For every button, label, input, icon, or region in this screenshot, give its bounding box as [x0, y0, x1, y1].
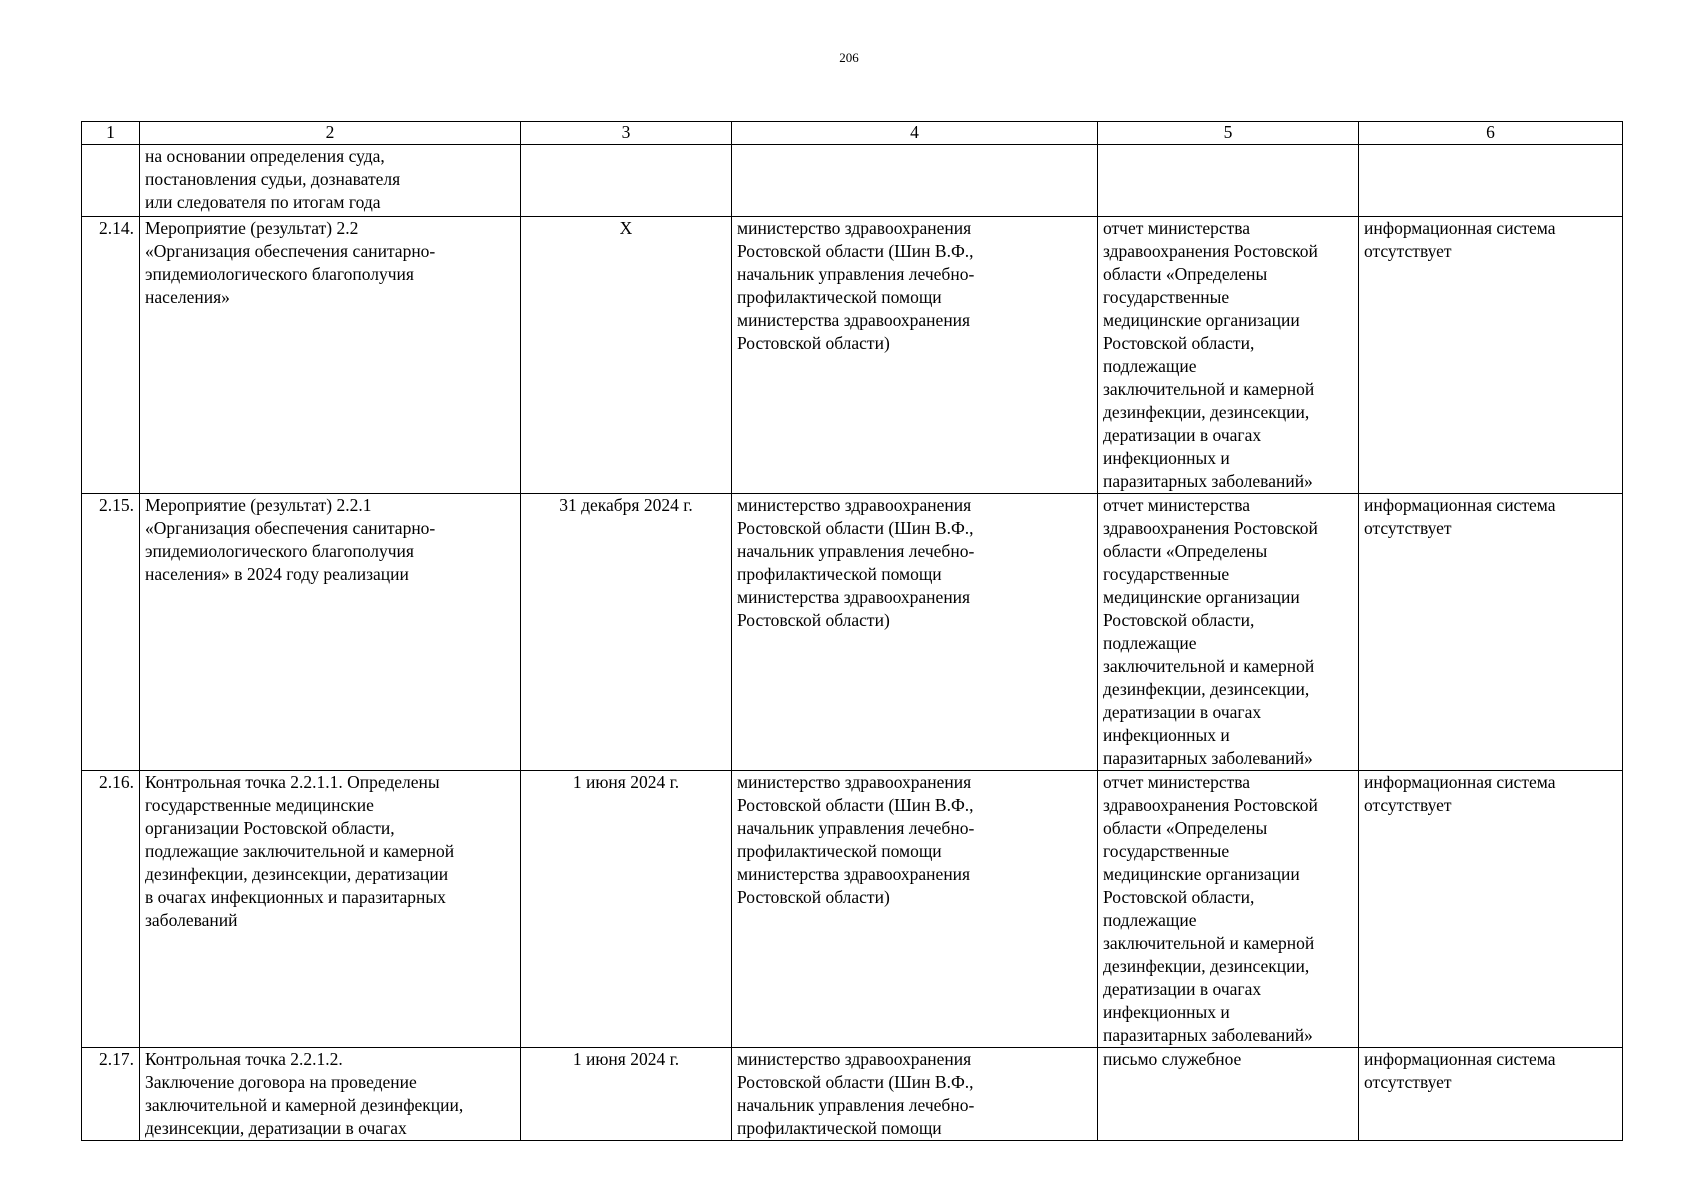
event-name: Контрольная точка 2.2.1.1. Определены государственные медицинские организации Ростовской области, подлежащие заключительной и камерной дезинфекции, дезинсекции, дератизации в очагах инфекционных и паразитарных заболеваний — [140, 771, 521, 1048]
event-name: Мероприятие (результат) 2.2.1 «Организация обеспечения санитарно- эпидемиологического благополучия населения» в 2024 году реализации — [140, 494, 521, 771]
row-number: 2.15. — [82, 494, 140, 771]
table-row — [82, 771, 1623, 1048]
info-system: информационная система отсутствует — [1359, 494, 1623, 771]
deadline-date: X — [521, 217, 732, 494]
event-name: на основании определения суда, постановления судьи, дознавателя или следователя по итогам года — [140, 145, 521, 217]
col-header-4: 4 — [732, 122, 1098, 145]
confirming-document: письмо служебное — [1098, 1048, 1359, 1141]
col-header-1: 1 — [82, 122, 140, 145]
deadline-date: 31 декабря 2024 г. — [521, 494, 732, 771]
table-row — [82, 1048, 1623, 1141]
table-row — [82, 217, 1623, 494]
row-number — [82, 145, 140, 217]
deadline-date: 1 июня 2024 г. — [521, 1048, 732, 1141]
info-system — [1359, 145, 1623, 217]
confirming-document — [1098, 145, 1359, 217]
responsible-party: министерство здравоохранения Ростовской области (Шин В.Ф., начальник управления лечебно- профилактической помощи министерства здравоохранения Ростовской области) — [732, 771, 1098, 1048]
col-header-2: 2 — [140, 122, 521, 145]
row-number: 2.17. — [82, 1048, 140, 1141]
col-header-5: 5 — [1098, 122, 1359, 145]
plan-table — [81, 121, 1623, 1141]
info-system: информационная система отсутствует — [1359, 1048, 1623, 1141]
responsible-party: министерство здравоохранения Ростовской области (Шин В.Ф., начальник управления лечебно- профилактической помощи министерства здравоохранения Ростовской области) — [732, 217, 1098, 494]
table-row — [82, 145, 1623, 217]
confirming-document: отчет министерства здравоохранения Ростовской области «Определены государственные медицинские организации Ростовской области, подлежащие заключительной и камерной дезинфекции, дезинсекции, дератизации в очагах инфекционных и паразитарных заболеваний» — [1098, 217, 1359, 494]
deadline-date — [521, 145, 732, 217]
deadline-date: 1 июня 2024 г. — [521, 771, 732, 1048]
event-name: Мероприятие (результат) 2.2 «Организация обеспечения санитарно- эпидемиологического благополучия населения» — [140, 217, 521, 494]
col-header-6: 6 — [1359, 122, 1623, 145]
col-header-3: 3 — [521, 122, 732, 145]
row-number: 2.14. — [82, 217, 140, 494]
info-system: информационная система отсутствует — [1359, 217, 1623, 494]
responsible-party: министерство здравоохранения Ростовской области (Шин В.Ф., начальник управления лечебно- профилактической помощи — [732, 1048, 1098, 1141]
info-system: информационная система отсутствует — [1359, 771, 1623, 1048]
page-number: 206 — [839, 50, 859, 65]
row-number: 2.16. — [82, 771, 140, 1048]
responsible-party: министерство здравоохранения Ростовской области (Шин В.Ф., начальник управления лечебно- профилактической помощи министерства здравоохранения Ростовской области) — [732, 494, 1098, 771]
header-row — [82, 122, 1623, 145]
responsible-party — [732, 145, 1098, 217]
table-row — [82, 494, 1623, 771]
confirming-document: отчет министерства здравоохранения Ростовской области «Определены государственные медицинские организации Ростовской области, подлежащие заключительной и камерной дезинфекции, дезинсекции, дератизации в очагах инфекционных и паразитарных заболеваний» — [1098, 771, 1359, 1048]
confirming-document: отчет министерства здравоохранения Ростовской области «Определены государственные медицинские организации Ростовской области, подлежащие заключительной и камерной дезинфекции, дезинсекции, дератизации в очагах инфекционных и паразитарных заболеваний» — [1098, 494, 1359, 771]
event-name: Контрольная точка 2.2.1.2. Заключение договора на проведение заключительной и камерной дезинфекции, дезинсекции, дератизации в очагах — [140, 1048, 521, 1141]
